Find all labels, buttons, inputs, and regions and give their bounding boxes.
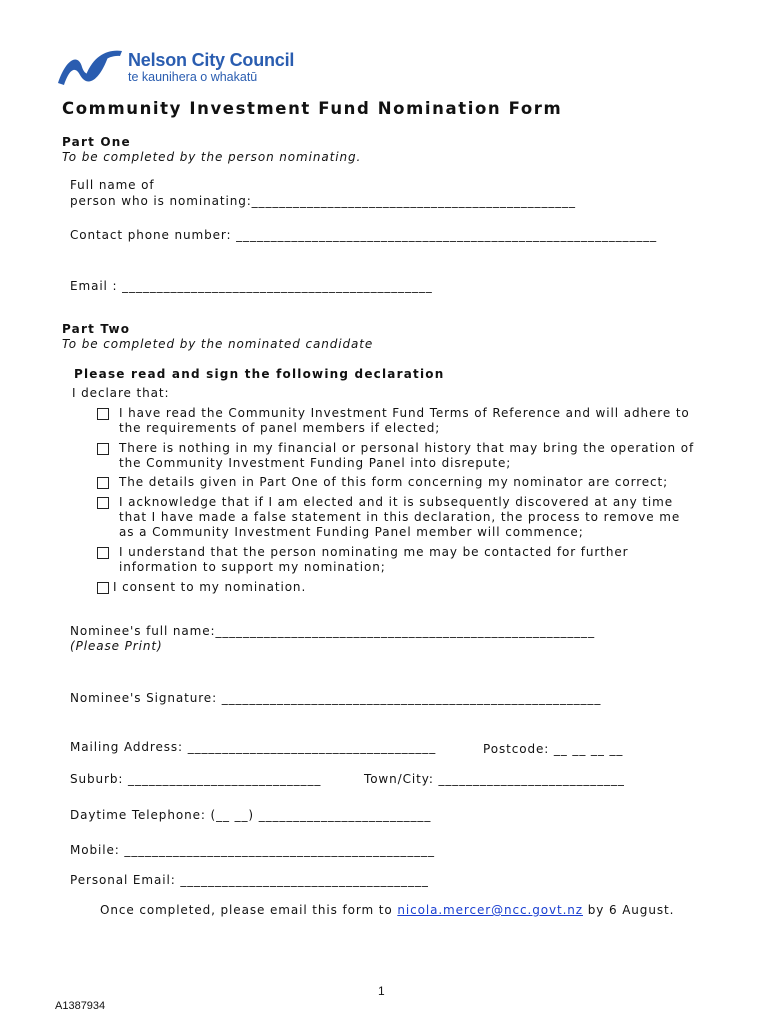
nominator-name-field[interactable]: person who is nominating:_______________________________________________ xyxy=(70,194,576,208)
declaration-text: I consent to my nomination. xyxy=(113,580,307,594)
checkbox[interactable] xyxy=(97,582,109,594)
declare-intro: I declare that: xyxy=(72,386,170,400)
checkbox[interactable] xyxy=(97,477,109,489)
postcode-field[interactable]: Postcode: __ __ __ __ xyxy=(483,742,624,756)
closing-instruction xyxy=(100,903,674,917)
logo-name: Nelson City Council xyxy=(128,50,295,70)
daytime-telephone-field[interactable]: Daytime Telephone: (__ __) _________________________ xyxy=(70,808,432,822)
closing-text: Once completed, please email this form to xyxy=(100,903,398,917)
form-title: Community Investment Fund Nomination Form xyxy=(62,99,563,118)
declaration-text: I acknowledge that if I am elected and it is subsequently discovered at any time that I have made a false statement in this declaration, the process to remove me as a Community Investment Funding Panel member will commence; xyxy=(119,495,681,539)
personal-email-field[interactable]: Personal Email: ____________________________________ xyxy=(70,873,429,887)
nominator-email-field[interactable]: Email : _____________________________________________ xyxy=(70,279,433,293)
declaration-text: I understand that the person nominating me may be contacted for further information to support my nomination; xyxy=(119,545,629,574)
please-print-note: (Please Print) xyxy=(70,639,163,653)
part-one-heading: Part One xyxy=(62,135,131,149)
declaration-text: I have read the Community Investment Fund Terms of Reference and will adhere to the requirements of panel members if elected; xyxy=(119,406,690,435)
part-two-subheading: To be completed by the nominated candidate xyxy=(62,337,374,351)
suburb-field[interactable]: Suburb: ____________________________ xyxy=(70,772,322,786)
part-one-subheading: To be completed by the person nominating. xyxy=(62,150,362,164)
page-number: 1 xyxy=(378,984,385,998)
checkbox[interactable] xyxy=(97,497,109,509)
logo-subtitle: te kaunihera o whakatū xyxy=(128,70,258,84)
part-two-heading: Part Two xyxy=(62,322,131,336)
nominee-name-field[interactable]: Nominee's full name:_______________________________________________________ xyxy=(70,624,595,638)
mailing-address-field[interactable]: Mailing Address: ____________________________________ xyxy=(70,740,437,754)
full-name-label: Full name of xyxy=(70,178,155,192)
document-id: A1387934 xyxy=(55,1000,106,1012)
checkbox[interactable] xyxy=(97,547,109,559)
declaration-text: There is nothing in my financial or personal history that may bring the operation of the Community Investment Funding Panel into disrepute; xyxy=(119,441,695,470)
council-logo-icon xyxy=(56,45,124,89)
email-link[interactable]: nicola.mercer@ncc.govt.nz xyxy=(397,903,583,917)
contact-phone-field[interactable]: Contact phone number: _____________________________________________________________ xyxy=(70,228,658,242)
nominee-signature-field[interactable]: Nominee's Signature: _______________________________________________________ xyxy=(70,691,602,705)
checkbox[interactable] xyxy=(97,408,109,420)
checkbox[interactable] xyxy=(97,443,109,455)
declaration-heading: Please read and sign the following declaration xyxy=(74,367,445,381)
town-city-field[interactable]: Town/City: ___________________________ xyxy=(364,772,625,786)
mobile-field[interactable]: Mobile: _____________________________________________ xyxy=(70,843,435,857)
closing-text-end: by 6 August. xyxy=(583,903,675,917)
declaration-text: The details given in Part One of this form concerning my nominator are correct; xyxy=(119,475,669,489)
